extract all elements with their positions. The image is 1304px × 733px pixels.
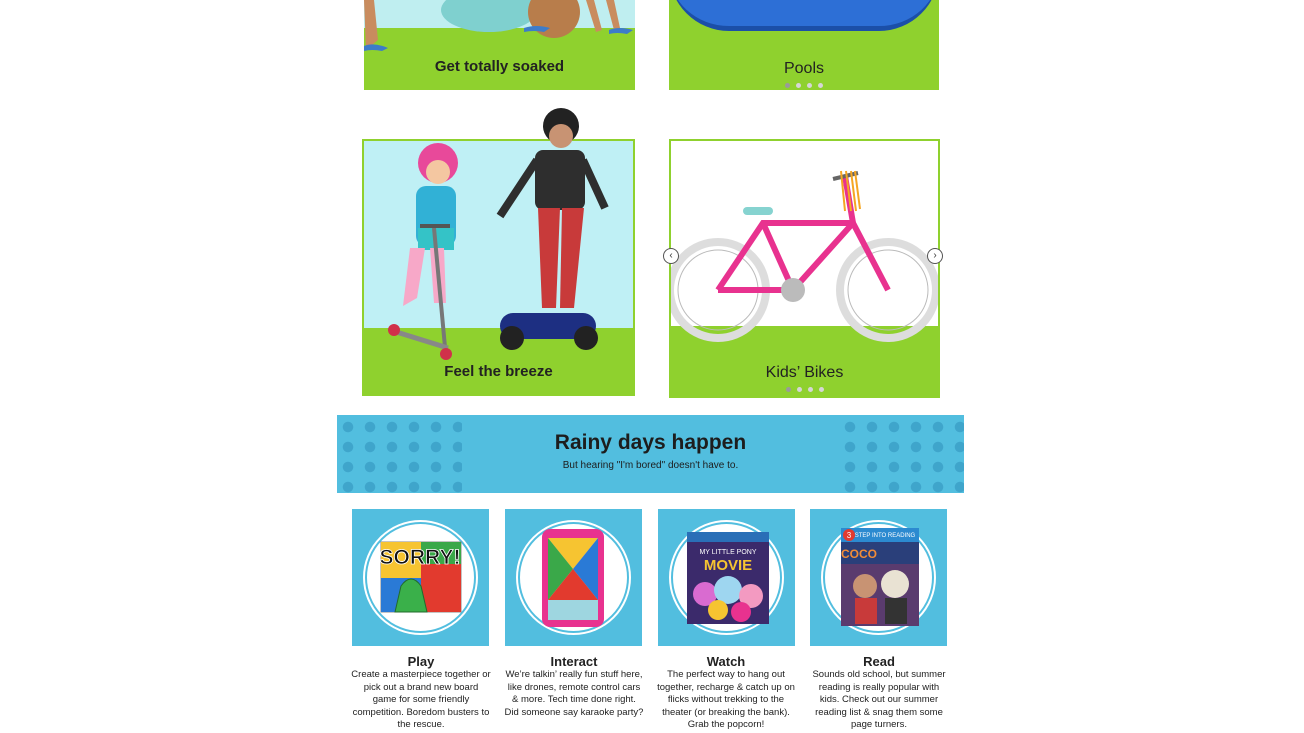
carousel-dot[interactable] — [786, 387, 791, 392]
product-title: Interact — [550, 654, 598, 669]
carousel-dot[interactable] — [807, 83, 812, 88]
coco-logo: COCO — [841, 547, 877, 561]
product-description: Sounds old school, but summer reading is really popular with kids. Check out our summer reading list & snag them some page turners. — [812, 669, 946, 731]
tile-caption: Feel the breeze — [444, 363, 553, 380]
carousel-dot[interactable] — [785, 83, 790, 88]
movie-icon — [671, 522, 782, 633]
get-totally-soaked-tile[interactable] — [364, 0, 635, 90]
carousel-dot[interactable] — [796, 83, 801, 88]
pink-bike-image — [669, 151, 940, 351]
carousel-dot[interactable] — [797, 387, 802, 392]
product-title: Read — [863, 654, 895, 669]
carousel-dot[interactable] — [818, 83, 823, 88]
movie-logo: MOVIE — [703, 557, 753, 574]
carousel-dots — [669, 83, 939, 88]
carousel-dot[interactable] — [808, 387, 813, 392]
kids-bikes-tile[interactable] — [669, 139, 940, 398]
tile-caption: Pools — [783, 60, 825, 77]
board-game-icon — [365, 522, 476, 633]
rainy-days-banner — [337, 415, 964, 493]
sorry-logo: SORRY! — [379, 546, 461, 569]
book-icon — [823, 522, 934, 633]
water-play-image — [364, 0, 635, 58]
kids-scooter-hoverboard-image — [350, 108, 640, 363]
pools-tile[interactable] — [669, 0, 939, 90]
product-description: The perfect way to hang out together, recharge & catch up on flicks without trekking to the theater (or breaking the bank). Grab the popcorn! — [657, 669, 795, 731]
interact-product-tile[interactable] — [505, 509, 642, 646]
banner-subtitle: But hearing "I'm bored" doesn't have to. — [562, 460, 739, 471]
carousel-dots — [671, 387, 938, 392]
banner-title: Rainy days happen — [554, 431, 747, 454]
tablet-icon — [518, 522, 629, 633]
product-title: Play — [407, 654, 435, 669]
carousel-dot[interactable] — [819, 387, 824, 392]
tile-caption: Get totally soaked — [434, 58, 565, 75]
step-into-reading-label: STEP INTO READING — [854, 533, 916, 539]
product-title: Watch — [706, 654, 746, 669]
play-product-tile[interactable] — [352, 509, 489, 646]
carousel-prev-arrow-icon[interactable]: ‹ — [663, 248, 679, 264]
product-description: We’re talkin’ really fun stuff here, like drones, remote control cars & more. Tech time done right. Did someone say karaoke party? — [504, 669, 644, 718]
carousel-next-arrow-icon[interactable]: › — [927, 248, 943, 264]
product-description: Create a masterpiece together or pick out a brand new board game for some friendly competition. Boredom busters to the rescue. — [351, 669, 491, 731]
inflatable-pool-image — [669, 0, 939, 31]
reading-level-badge: 3 — [846, 531, 852, 540]
tile-caption: Kids’ Bikes — [765, 364, 844, 381]
pony-subtitle: MY LITTLE PONY — [699, 549, 757, 556]
read-product-tile[interactable] — [810, 509, 947, 646]
watch-product-tile[interactable] — [658, 509, 795, 646]
